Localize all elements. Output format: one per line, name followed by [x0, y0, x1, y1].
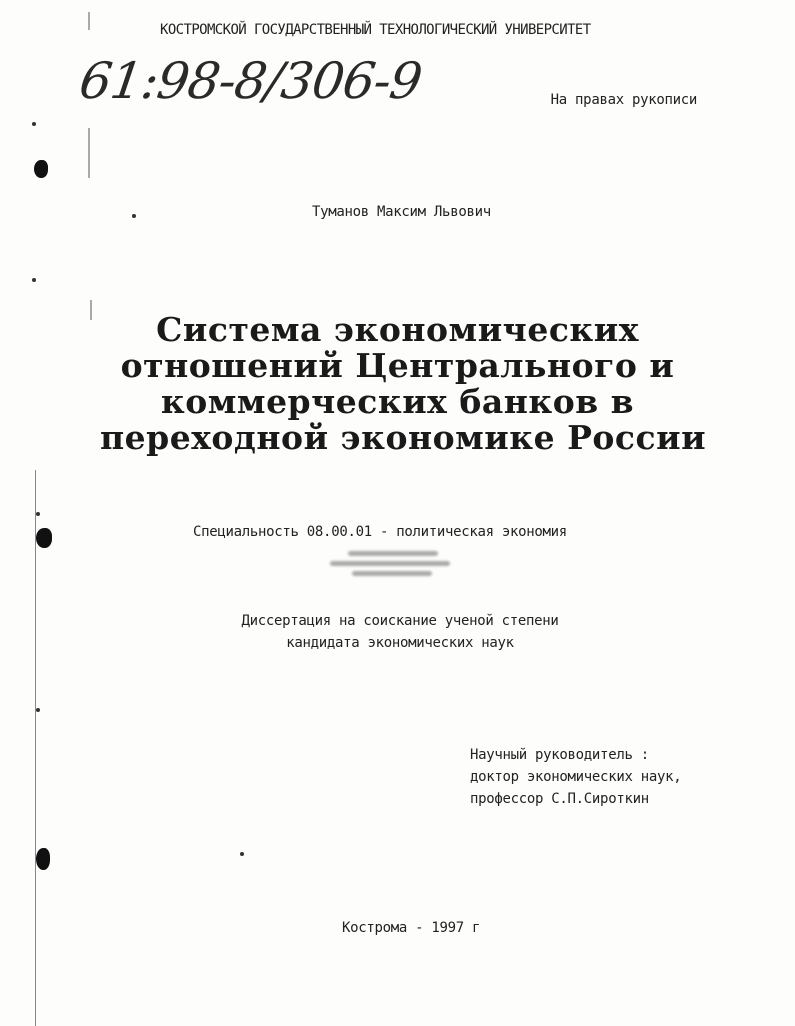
title-line-1: Система экономических — [156, 310, 639, 349]
university-name: КОСТРОМСКОЙ ГОСУДАРСТВЕННЫЙ ТЕХНОЛОГИЧЕСКИЙ УНИВЕРСИТЕТ — [160, 22, 591, 38]
dissertation-degree — [150, 610, 650, 654]
punch-hole-mark — [36, 528, 52, 548]
degree-line-2: кандидата экономических наук — [286, 635, 514, 651]
punch-hole-mark — [36, 848, 50, 870]
specialty-line: Специальность 08.00.01 - политическая экономия — [193, 524, 567, 540]
scan-dot — [32, 122, 36, 126]
title-line-4: переходной экономике России — [100, 418, 707, 457]
library-stamp — [330, 546, 470, 596]
scan-speck — [88, 12, 90, 30]
handwritten-call-number: 61:98-8/306-9 — [75, 52, 425, 110]
scan-speck — [90, 300, 92, 320]
scan-speck — [88, 128, 90, 178]
city-year: Кострома - 1997 г — [342, 920, 481, 936]
dissertation-title — [100, 310, 707, 457]
title-line-3: коммерческих банков в — [160, 382, 635, 421]
scan-dot — [240, 852, 244, 856]
title-line-2: отношений Центрального и — [120, 346, 675, 385]
supervisor-line-1: Научный руководитель : — [470, 747, 649, 763]
scan-dot — [132, 214, 136, 218]
punch-hole-mark — [34, 160, 48, 178]
degree-line-1: Диссертация на соискание ученой степени — [241, 613, 559, 629]
binding-margin-line — [35, 470, 36, 1026]
scan-dot — [36, 708, 40, 712]
rights-note: На правах рукописи — [550, 92, 697, 108]
supervisor-line-3: профессор С.П.Сироткин — [470, 791, 649, 807]
scan-dot — [32, 278, 36, 282]
supervisor-line-2: доктор экономических наук, — [470, 769, 682, 785]
author-name: Туманов Максим Львович — [312, 204, 491, 220]
scan-dot — [36, 512, 40, 516]
supervisor-block — [470, 744, 681, 810]
